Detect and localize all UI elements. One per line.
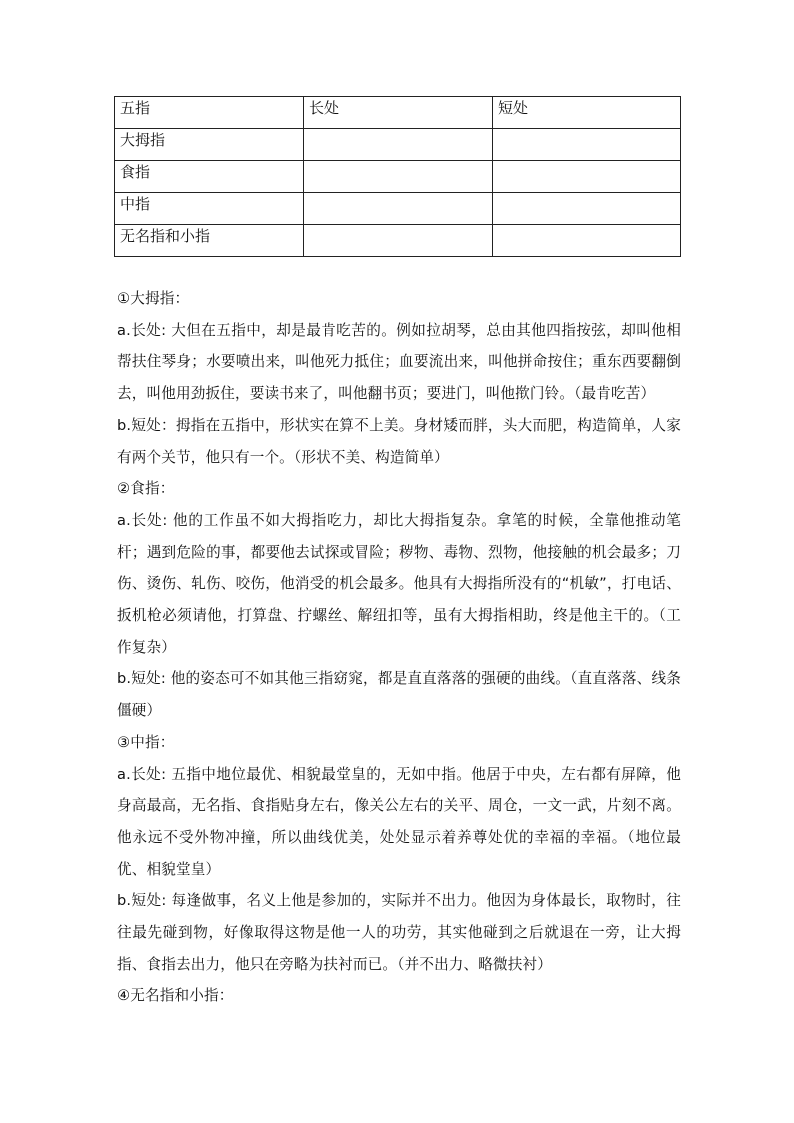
row-label-ring-little: 无名指和小指 bbox=[115, 225, 304, 257]
header-cell-fingers: 五指 bbox=[115, 97, 304, 129]
table-row bbox=[115, 161, 681, 193]
heading-thumb: ①大拇指： bbox=[117, 290, 190, 307]
header-cell-weaknesses: 短处 bbox=[493, 97, 681, 129]
body-text bbox=[117, 283, 681, 1012]
table-cell bbox=[493, 129, 681, 161]
paragraph-middle-strength: a.长处: 五指中地位最优、相貌最堂皇的，无如中指。他居于中央，左右都有屏障，他身高最高，无名指、食指贴身左右，像关公左右的关平、周仓，一文一武，片刻不离。他永远不受外物冲撞，所以曲线优美，处处显示着养尊处优的幸福的幸福。（地位最优、相貌堂皇） bbox=[117, 765, 681, 878]
heading-index: ②食指： bbox=[117, 480, 175, 498]
table-cell bbox=[493, 225, 681, 257]
header-cell-strengths: 长处 bbox=[304, 97, 493, 129]
table-header-row bbox=[115, 97, 681, 129]
paragraph-thumb-weakness: b.短处：拇指在五指中，形状实在算不上美。身材矮而胖，头大而肥，构造简单，人家有两个关节，他只有一个。（形状不美、构造简单） bbox=[117, 416, 681, 466]
table-row bbox=[115, 225, 681, 257]
row-label-middle: 中指 bbox=[115, 193, 304, 225]
paragraph-index-strength: a.长处: 他的工作虽不如大拇指吃力，却比大拇指复杂。拿笔的时候，全靠他推动笔杆；遇到危险的事，都要他去试探或冒险；秽物、毒物、烈物，他接触的机会最多；刀伤、烫伤、轧伤、咬伤，他消受的机会最多。他具有大拇指所没有的“机敏”，打电话、扳机枪必须请他，打算盘、拧螺丝、解纽扣等，虽有大拇指相助，终是他主干的。（工作复杂） bbox=[117, 511, 681, 656]
table-cell bbox=[493, 193, 681, 225]
heading-ring-little: ④无名指和小指： bbox=[117, 987, 234, 1005]
table-cell bbox=[304, 225, 493, 257]
paragraph-middle-weakness: b.短处: 每逢做事，名义上他是参加的，实际并不出力。他因为身体最长，取物时，往往最先碰到物，好像取得这物是他一人的功劳，其实他碰到之后就退在一旁，让大拇指、食指去出力，他只在旁略为扶衬而已。（并不出力、略微扶衬） bbox=[117, 892, 681, 973]
row-label-thumb: 大拇指 bbox=[115, 129, 304, 161]
table-cell bbox=[304, 193, 493, 225]
heading-middle: ③中指： bbox=[117, 733, 175, 751]
row-label-index: 食指 bbox=[115, 161, 304, 193]
table-cell bbox=[304, 161, 493, 193]
table-cell bbox=[493, 161, 681, 193]
paragraph-thumb-strength: a.长处: 大但在五指中，却是最肯吃苦的。例如拉胡琴，总由其他四指按弦，却叫他相帮扶住琴身；水要喷出来，叫他死力抵住；血要流出来，叫他拼命按住；重东西要翻倒去，叫他用劲扳住，要读书来了，叫他翻书页；要进门，叫他揿门铃。（最肯吃苦） bbox=[117, 321, 681, 403]
paragraph-index-weakness: b.短处: 他的姿态可不如其他三指窈窕，都是直直落落的强硬的曲线。（直直落落、线条僵硬） bbox=[117, 670, 681, 720]
fingers-table bbox=[114, 96, 681, 257]
table-cell bbox=[304, 129, 493, 161]
table-row bbox=[115, 129, 681, 161]
table-row bbox=[115, 193, 681, 225]
